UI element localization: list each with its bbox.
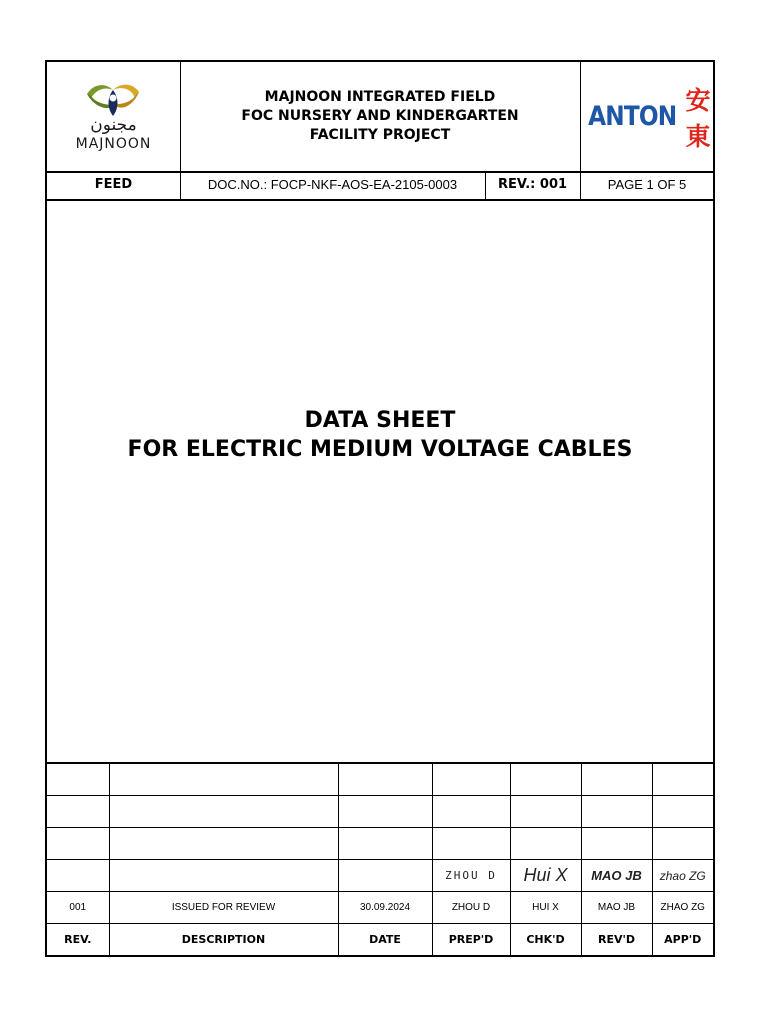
signature-row bbox=[47, 860, 713, 892]
rev-cell: 001 bbox=[47, 892, 109, 924]
project-title-line-1: MAJNOON INTEGRATED FIELD bbox=[264, 89, 496, 105]
document-title bbox=[47, 406, 713, 464]
table-cell bbox=[109, 860, 338, 892]
table-cell bbox=[109, 828, 338, 860]
table-cell bbox=[652, 763, 713, 796]
date-cell: 30.09.2024 bbox=[338, 892, 432, 924]
signature-appd: zhao ZG bbox=[652, 860, 713, 892]
description-cell: ISSUED FOR REVIEW bbox=[109, 892, 338, 924]
document-title-line-2: FOR ELECTRIC MEDIUM VOLTAGE CABLES bbox=[127, 437, 633, 462]
table-cell bbox=[338, 828, 432, 860]
table-cell bbox=[109, 796, 338, 828]
revision-header-row bbox=[47, 924, 713, 956]
revd-cell: MAO JB bbox=[581, 892, 652, 924]
table-cell bbox=[338, 796, 432, 828]
page-number: PAGE 1 OF 5 bbox=[607, 177, 687, 192]
table-cell bbox=[47, 860, 109, 892]
chkd-header: CHK'D bbox=[510, 924, 581, 956]
table-cell bbox=[47, 796, 109, 828]
table-cell bbox=[109, 763, 338, 796]
anton-chinese-text: 安東 bbox=[685, 85, 711, 151]
doc-number: DOC.NO.: FOCP-NKF-AOS-EA-2105-0003 bbox=[180, 171, 486, 199]
description-header: DESCRIPTION bbox=[109, 924, 338, 956]
prepd-cell: ZHOU D bbox=[432, 892, 510, 924]
project-title-line-3: FACILITY PROJECT bbox=[309, 127, 451, 143]
table-row bbox=[47, 796, 713, 828]
project-title-line-2: FOC NURSERY AND KINDERGARTEN bbox=[241, 108, 519, 124]
table-row bbox=[47, 828, 713, 860]
table-cell bbox=[510, 828, 581, 860]
majnoon-logo-text: MAJNOON bbox=[75, 136, 152, 152]
table-cell bbox=[510, 763, 581, 796]
table-cell bbox=[432, 763, 510, 796]
table-cell bbox=[652, 796, 713, 828]
document-sheet bbox=[45, 60, 715, 957]
prepd-header: PREP'D bbox=[432, 924, 510, 956]
project-title-cell bbox=[180, 62, 581, 171]
table-cell bbox=[652, 828, 713, 860]
client-logo-cell bbox=[47, 62, 181, 171]
date-header: DATE bbox=[338, 924, 432, 956]
revision-entry-row bbox=[47, 892, 713, 924]
appd-cell: ZHAO ZG bbox=[652, 892, 713, 924]
anton-logo-text: ANTON bbox=[588, 101, 677, 132]
revision-number: REV.: 001 bbox=[485, 171, 581, 199]
table-cell bbox=[432, 796, 510, 828]
table-cell bbox=[581, 796, 652, 828]
contractor-logo-cell bbox=[581, 62, 713, 171]
majnoon-arabic-text: مجنون bbox=[90, 115, 137, 135]
rev-header: REV. bbox=[47, 924, 109, 956]
table-cell bbox=[510, 796, 581, 828]
document-title-line-1: DATA SHEET bbox=[304, 408, 456, 433]
table-cell bbox=[338, 860, 432, 892]
revision-table bbox=[47, 762, 713, 955]
appd-header: APP'D bbox=[652, 924, 713, 956]
revd-header: REV'D bbox=[581, 924, 652, 956]
table-cell bbox=[432, 828, 510, 860]
signature-revd: MAO JB bbox=[581, 860, 652, 892]
signature-prepd: ZHOU D bbox=[432, 860, 510, 892]
table-cell bbox=[47, 828, 109, 860]
signature-chkd: Hui X bbox=[510, 860, 581, 892]
phase-label: FEED bbox=[47, 171, 181, 199]
document-header bbox=[47, 62, 713, 173]
chkd-cell: HUI X bbox=[510, 892, 581, 924]
table-cell bbox=[581, 828, 652, 860]
table-row bbox=[47, 763, 713, 796]
table-cell bbox=[338, 763, 432, 796]
table-cell bbox=[581, 763, 652, 796]
table-cell bbox=[47, 763, 109, 796]
document-info-row bbox=[47, 171, 713, 201]
